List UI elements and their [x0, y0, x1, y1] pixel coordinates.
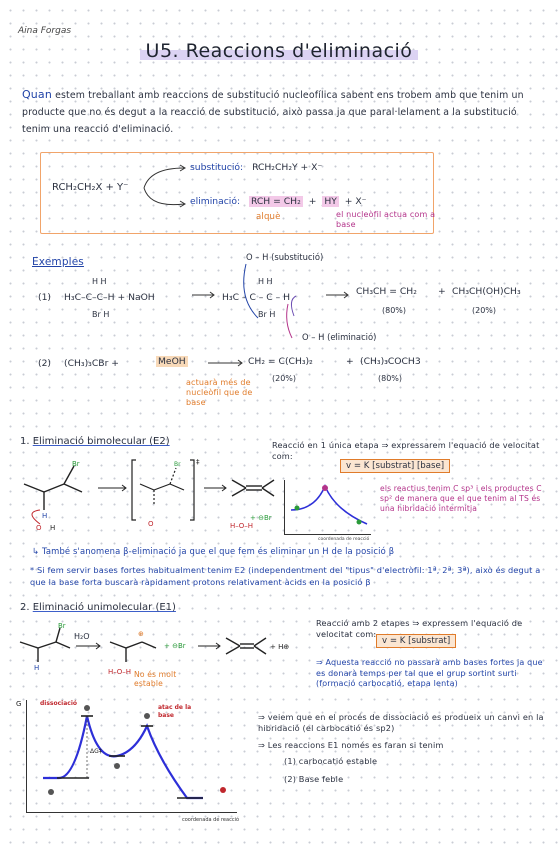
e1-heading: [20, 602, 176, 613]
elimination-alkene: RCH = CH₂: [250, 196, 301, 207]
e2-strong-base-note: * Si fem servir bases fortes habitualment tenim E2 (independentment del "tipus" d'electròfil: 1ª, 2ª, 3ª), això és degut a que la base forta buscarà ràpidament protons relativament àcids en la posició β: [30, 565, 541, 587]
e2-rate-eq: v = K [substrat] [base]: [340, 459, 450, 473]
elimination-hy: HY: [324, 196, 337, 207]
ex1-mechanism-arrows: [240, 258, 310, 340]
ex2-prod-elim-pct: (20%): [272, 374, 297, 383]
intro-text: estem treballant amb reaccions de substitució nucleofílica sabent ens trobem amb que tenim un producte que no és degut a la reacció de substitució, això passa ja que paral·lelament a la substitució tenim una reacció d'eliminació.: [22, 90, 524, 135]
e1-rate-eq: v = K [substrat]: [376, 634, 456, 648]
e1-graph-dissociation: dissociació: [40, 700, 78, 707]
ex2-number: (2): [38, 358, 52, 369]
ex1-mid-bottom: Br H: [258, 310, 276, 319]
e2-axis-label: coordenada de reacció: [318, 537, 370, 542]
ex1-reactant: H₃C–C–C–H + NaOH: [64, 292, 155, 303]
intro-first-word: Quan: [22, 88, 52, 101]
nucleophile-note: el nucleòfil actua com a base: [336, 210, 436, 229]
ex1-prod-sub-pct: (20%): [472, 306, 497, 315]
ex2-prod-sub-pct: (80%): [378, 374, 403, 383]
e1-graph-attack: atac de la base: [158, 704, 192, 719]
e2-beta-note: ↳ També s'anomena β-eliminació ja que el que fem és eliminar un H de la posició β: [32, 546, 395, 556]
e1-energy-diagram: [26, 700, 237, 813]
svg-text:+ ⊖Br: + ⊖Br: [250, 514, 272, 522]
e2-ts-note: els reactius tenim C sp³ i els productes C sp² de manera que el que tenim al TS és una hibridació intermitja: [380, 484, 542, 513]
e1-weak-base-note: No és molt estable: [134, 670, 177, 688]
ex1-prod-sub: CH₃CH(OH)CH₃: [452, 286, 521, 297]
ex1-oh-sub: O – H (substitució): [246, 252, 324, 262]
svg-text:Br: Br: [174, 461, 181, 468]
substitution-label: substitució:: [190, 162, 244, 173]
ex2-plus: +: [346, 356, 354, 367]
ex2-note: actuarà més de nucleòfil que de base: [186, 378, 253, 407]
svg-text:Br: Br: [58, 622, 66, 630]
svg-text:H: H: [42, 512, 48, 520]
svg-text:Br: Br: [72, 460, 80, 468]
e1-graph-dg: ΔG‡: [90, 748, 102, 755]
ex1-prod-elim: CH₃CH = CH₂: [356, 286, 417, 297]
svg-text:+ H⊕: + H⊕: [270, 643, 290, 651]
e1-graph-g: G: [16, 700, 22, 708]
e1-graph-axis: coordenada de reacció: [182, 817, 240, 823]
elimination-label: eliminació:: [190, 196, 241, 207]
alkene-note: alquè: [256, 212, 281, 222]
e2-energy-curve: [285, 480, 371, 534]
ex1-prod-elim-pct: (80%): [382, 306, 407, 315]
e1-obs2: ⇒ Les reaccions E1 només es faran si tenim: [258, 740, 444, 750]
page-title: [0, 40, 558, 62]
e2-heading-number: 1.: [20, 436, 30, 447]
title-text: U5. Reaccions d'eliminació: [140, 40, 419, 62]
e2-mechanism: [14, 454, 276, 538]
e2-energy-diagram: [284, 480, 371, 535]
elimination-row: eliminació: RCH = CH₂ + HY + X⁻: [190, 196, 367, 207]
author-name: Aina Forgas: [18, 26, 72, 36]
e2-rate-text: Reacció en 1 única etapa ⇒ expressarem l'equació de velocitat com:: [272, 440, 540, 461]
e1-cond1: (1) carbocatió estable: [284, 756, 378, 766]
svg-text:H: H: [34, 664, 40, 672]
ex1-arrow: [192, 290, 216, 300]
substitution-row: [190, 162, 322, 173]
svg-text:O: O: [36, 524, 42, 532]
box-reactant: RCH₂CH₂X + Y⁻: [52, 182, 129, 193]
ex1-number: (1): [38, 292, 52, 303]
ex1-oh-elim: O – H (eliminació): [302, 332, 377, 342]
e1-heading-text: Eliminació unimolecular (E1): [32, 602, 176, 613]
e1-heading-number: 2.: [20, 602, 30, 613]
svg-text:O: O: [148, 520, 154, 528]
e2-heading: [20, 436, 170, 447]
examples-heading: Exemples: [32, 256, 84, 268]
ex1-bottom: Br H: [92, 310, 110, 319]
branch-arrows: [140, 160, 190, 216]
svg-text:+ ⊖Br: + ⊖Br: [164, 642, 186, 650]
ex2-prod-elim: CH₂ = C(CH₃)₂: [248, 356, 313, 367]
svg-text:⊕: ⊕: [138, 630, 144, 638]
elimination-rest: + X⁻: [344, 196, 367, 207]
substitution-product: RCH₂CH₂Y + X⁻: [252, 162, 323, 173]
e1-cond2: (2) Base feble: [284, 774, 344, 784]
ex1-top-h: H H: [92, 277, 107, 286]
e2-heading-text: Eliminació bimolecular (E2): [32, 436, 170, 447]
e1-rate-text: Reacció amb 2 etapes ⇒ expressem l'equació de velocitat com:: [316, 618, 523, 639]
ex1-plus: +: [438, 286, 446, 297]
ex1-arrow2: [326, 290, 350, 300]
e1-obs1: ⇒ veiem que en el procés de dissociació es produeix un canvi en la hibridació (el carbocatió és sp2): [258, 712, 544, 733]
ex2-meoh: MeOH: [158, 356, 186, 367]
intro-paragraph: [22, 86, 542, 138]
e1-h2o: H₂O: [74, 632, 90, 641]
svg-text:H–O–H: H–O–H: [108, 668, 132, 676]
ex1-mid: H₃C – C – C – H: [222, 292, 291, 303]
e1-energy-curve: [27, 700, 237, 812]
svg-text:H: H: [50, 524, 56, 532]
svg-text:‡: ‡: [196, 458, 200, 466]
ex2-arrow: [208, 358, 244, 368]
e1-step-note: ⇒ Aquesta reacció no passarà amb bases fortes ja que es donarà temps per tal que el grup sortint surti (formació carbocatió, etapa lenta): [316, 658, 543, 688]
ex1-mid-top: H H: [258, 277, 273, 286]
ex2-prod-sub: (CH₃)₃COCH3: [360, 356, 421, 367]
ex2-reactant: (CH₃)₃CBr +: [64, 358, 119, 369]
svg-text:H–O–H: H–O–H: [230, 522, 254, 530]
